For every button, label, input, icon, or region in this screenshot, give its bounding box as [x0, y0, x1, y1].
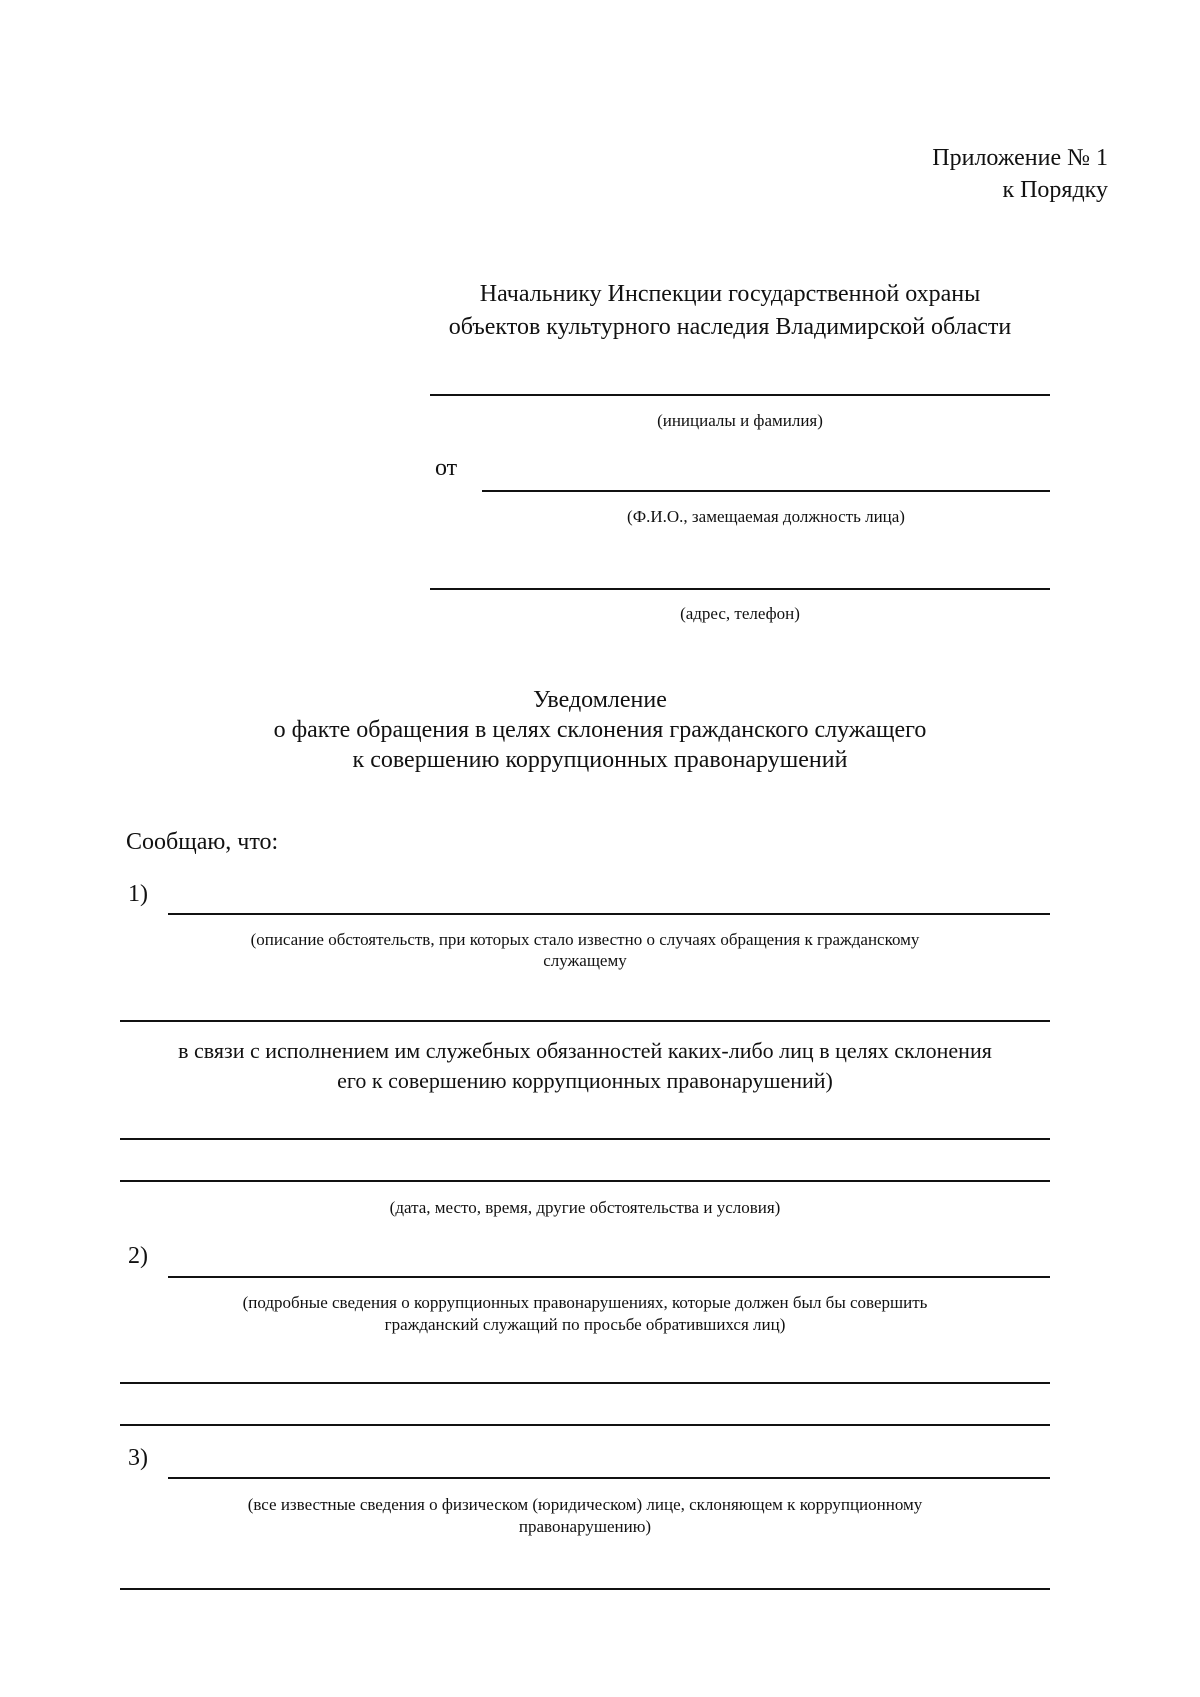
document-subtitle-line1: о факте обращения в целях склонения гражданского служащего [273, 717, 927, 743]
item1-fill-line-2 [120, 1020, 1050, 1022]
addressee-line1: Начальнику Инспекции государственной охраны [479, 281, 981, 307]
item2-fill-line-2 [120, 1382, 1050, 1384]
item1-caption-line2: служащему [543, 951, 627, 970]
item3-caption-line1: (все известные сведения о физическом (юридическом) лице, склоняющем к коррупционному [247, 1495, 923, 1514]
item1-fill-line [168, 913, 1050, 915]
addressee-line2: объектов культурного наследия Владимирской области [448, 314, 1012, 340]
item1-continuation-line1: в связи с исполнением им служебных обязанностей каких-либо лиц в целях склонения [178, 1038, 992, 1063]
item1-continuation-line2: его к совершению коррупционных правонарушений) [337, 1068, 833, 1093]
caption-initials-surname: (инициалы и фамилия) [657, 411, 823, 430]
item1-number: 1) [128, 881, 148, 907]
item1-fill-line-3 [120, 1138, 1050, 1140]
item1-caption-line1: (описание обстоятельств, при которых стало известно о случаях обращения к гражданскому [250, 930, 920, 949]
document-title: Уведомление [533, 687, 667, 713]
item3-fill-line-2 [120, 1588, 1050, 1590]
fill-line-fio [482, 490, 1050, 492]
item3-caption-line2: правонарушению) [518, 1517, 652, 1536]
from-label: от [435, 455, 458, 481]
document-subtitle-line2: к совершению коррупционных правонарушений [352, 747, 848, 773]
caption-fio-position: (Ф.И.О., замещаемая должность лица) [627, 507, 905, 526]
item1-caption-details: (дата, место, время, другие обстоятельства и условия) [389, 1198, 781, 1217]
item2-fill-line-3 [120, 1424, 1050, 1426]
item2-caption-line2: гражданский служащий по просьбе обратившихся лиц) [384, 1315, 786, 1334]
item1-fill-line-4 [120, 1180, 1050, 1182]
caption-address-phone: (адрес, телефон) [680, 604, 800, 623]
appendix-number: Приложение № 1 [932, 145, 1108, 171]
item3-fill-line [168, 1477, 1050, 1479]
appendix-reference: к Порядку [1002, 177, 1108, 203]
item2-caption-line1: (подробные сведения о коррупционных правонарушениях, которые должен был бы совершить [242, 1293, 928, 1312]
signature-line-name [430, 394, 1050, 396]
intro-text: Сообщаю, что: [126, 829, 279, 855]
item2-number: 2) [128, 1243, 148, 1269]
fill-line-address [430, 588, 1050, 590]
item3-number: 3) [128, 1445, 148, 1471]
item2-fill-line [168, 1276, 1050, 1278]
